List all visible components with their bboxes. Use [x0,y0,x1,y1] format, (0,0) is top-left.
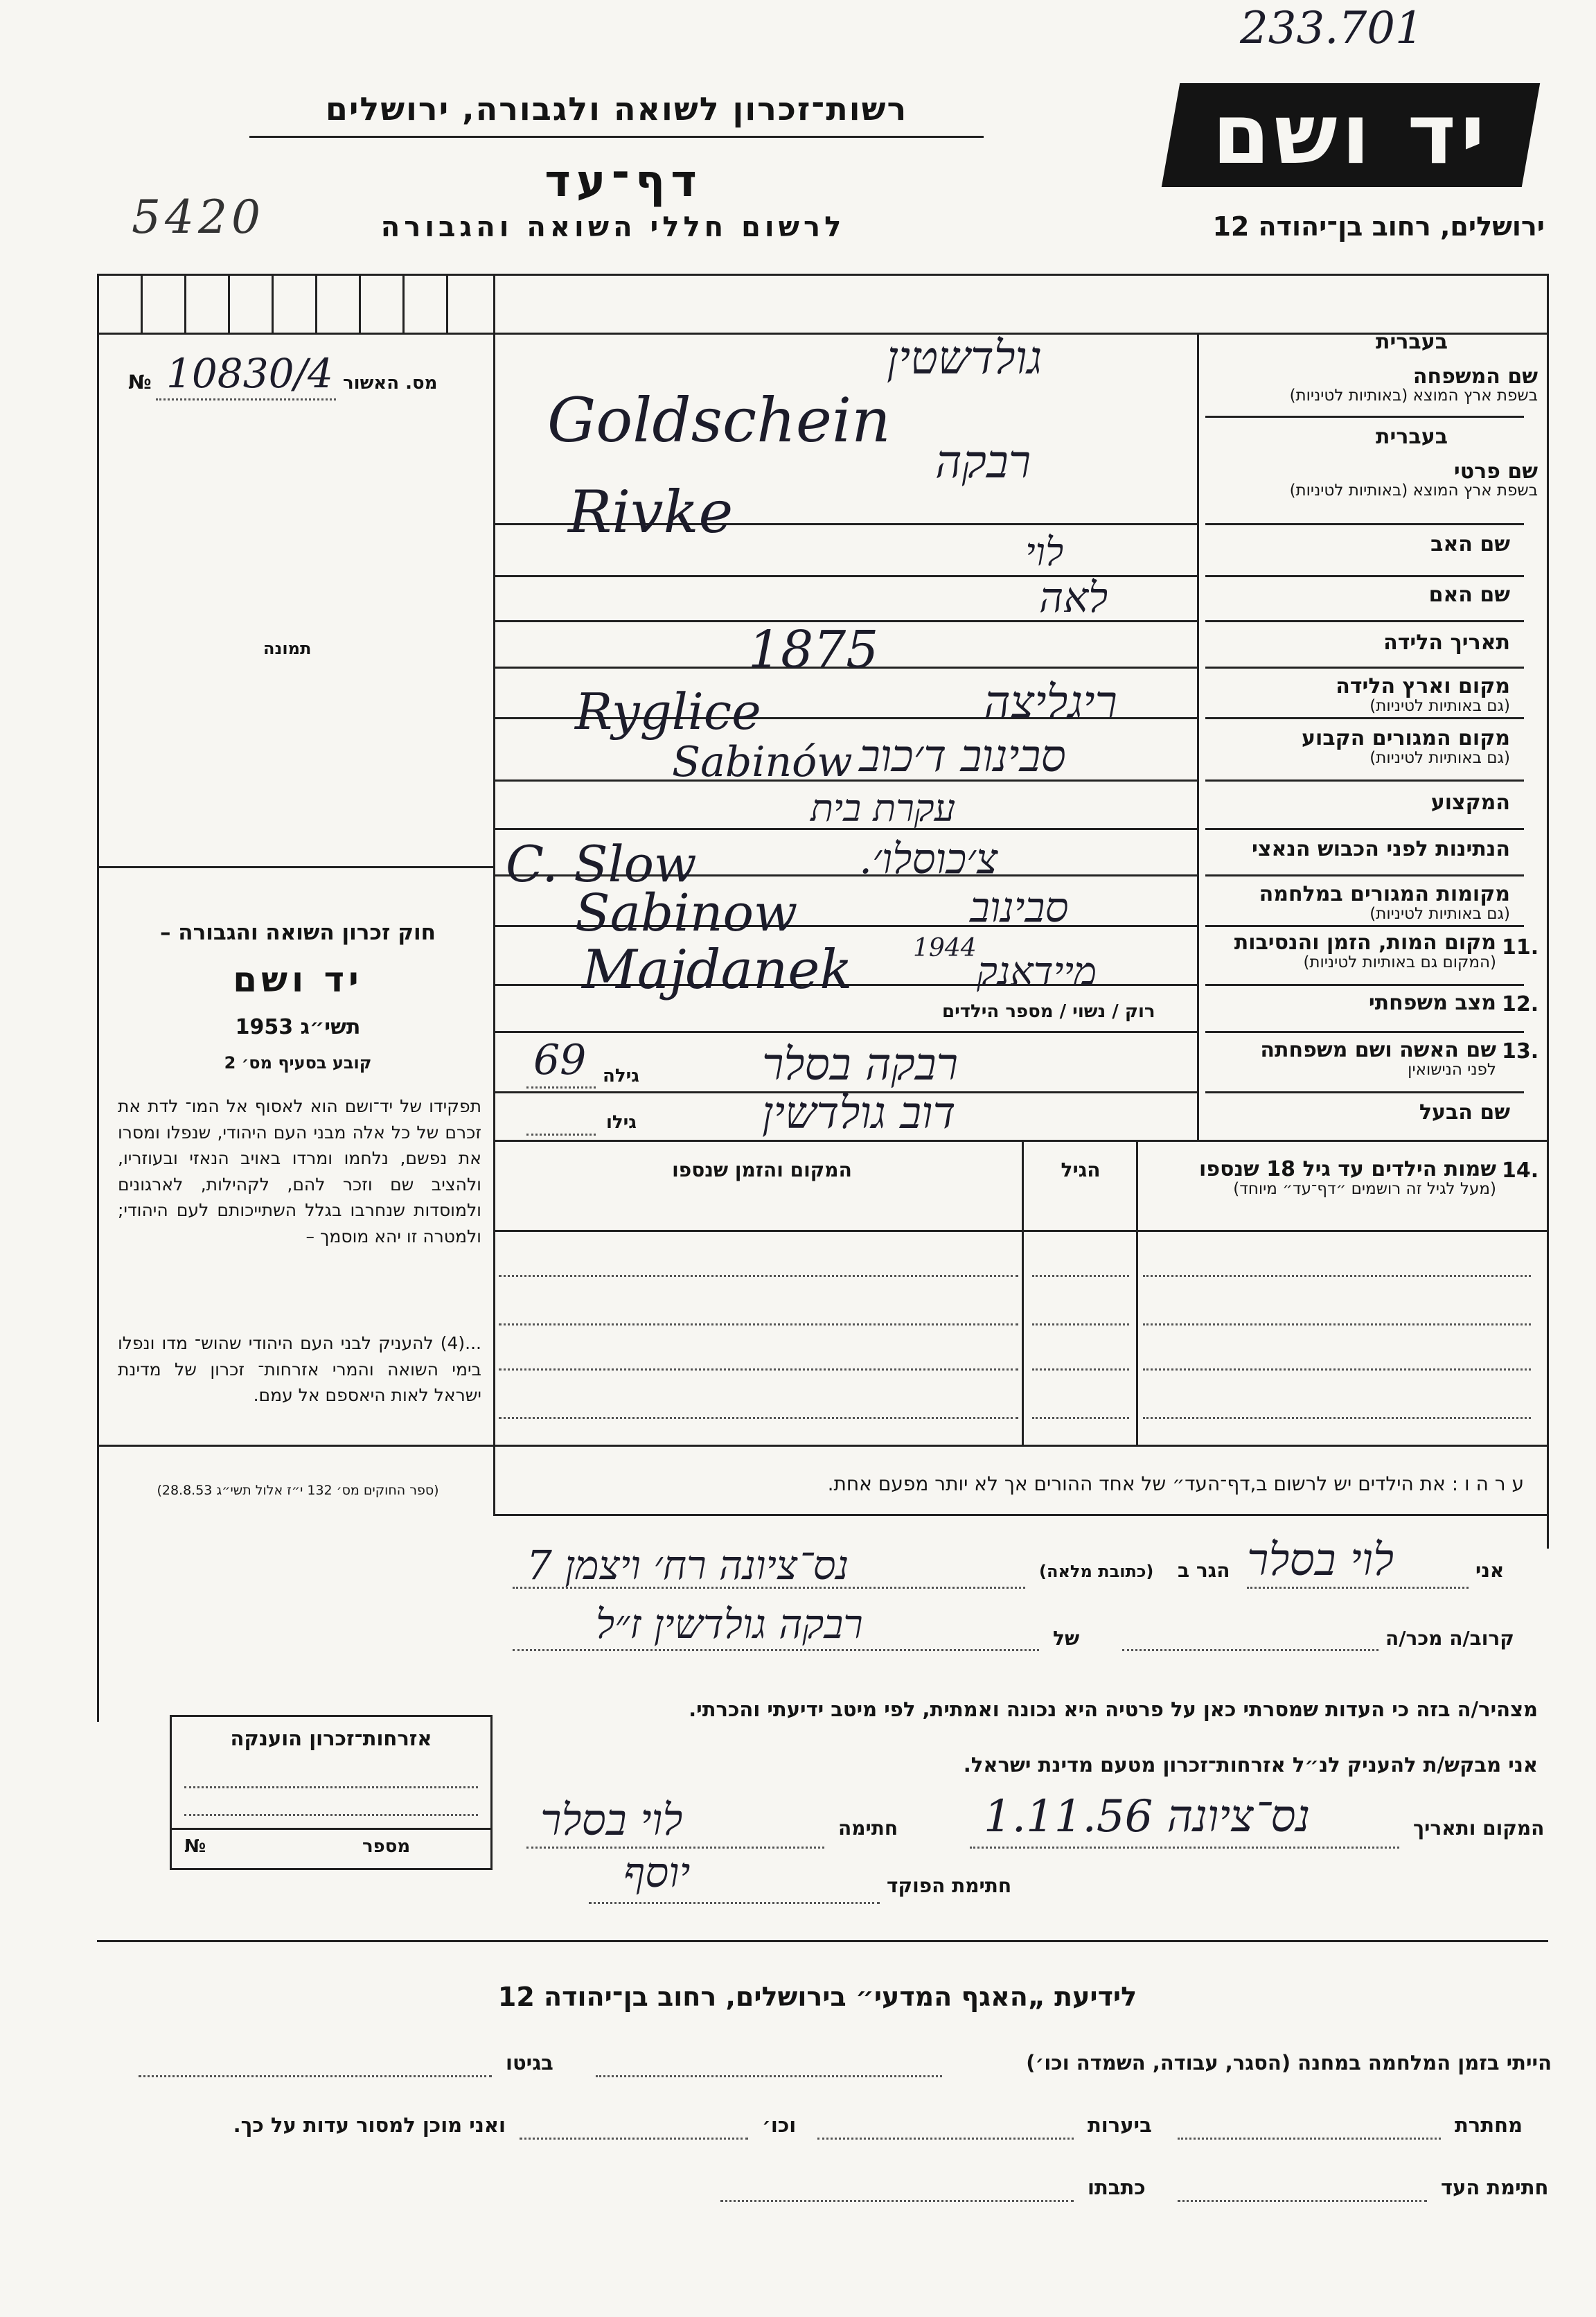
field-number-11: 11. [1502,935,1539,960]
death-label: מקום המות, הזמן והנסיבות [1234,931,1496,955]
label-divider [1197,333,1199,1140]
address-label: הגר ב [1178,1559,1230,1582]
officer-value: יוסף [623,1849,691,1897]
children-age-header: הגיל [1061,1158,1101,1181]
child-row [1032,1368,1129,1371]
column-divider [493,274,495,1514]
profession-value: עקרת בית [810,786,956,830]
child-row [1143,1323,1531,1325]
request-text: אני מבקש/ת להעניק לנ״ל אזרחות־זכרון מטעם מדינת ישראל. [963,1753,1538,1777]
law-clause: קובע בסעיף מס׳ 2 [224,1053,372,1073]
child-row [1032,1417,1129,1419]
citizenship-latin: C. Slow [506,835,697,893]
note-bottom [493,1514,1548,1516]
family-tag: בעברית [1376,330,1448,354]
husband-age-label: גילו [606,1112,637,1133]
footer-top [97,1940,1548,1942]
declaration-text: מצהיר/ה בזה כי העדות שמסרתי כאן על פרטיה היא נכונה ואמתית, לפי מיטב ידיעתי והכרתי. [689,1698,1538,1721]
row-sep [1205,620,1524,622]
relation-label: קרוב/ה מכר/ה [1385,1627,1514,1650]
citizenship-title: אזרחות־זכרון הוענקה [230,1727,432,1750]
photo-box-bottom [97,866,495,868]
footer-dotline [596,2075,942,2077]
first-sub: בשפת ארץ המוצא (באותיות לטיניות) [1289,482,1538,500]
row-sep [1205,779,1524,782]
no-mark: № [128,371,152,394]
family-name-latin: Goldschein [547,385,891,456]
footer-dotline [139,2075,492,2077]
father-label: שם האב [1430,532,1510,556]
footer-etc: וכו׳ [762,2113,797,2137]
strip-box [446,274,448,333]
children-header-bottom [493,1230,1548,1232]
residence-hebrew: סבינוב ד׳כוב [859,731,1066,782]
birth-place-label: מקום וארץ הלידה [1336,674,1510,698]
footer-ready: ואני מוכן למסור עדות על כך. [233,2113,506,2137]
wife-name: רבקה בסלר [762,1039,958,1091]
row-sep [1205,828,1524,830]
death-latin: Majdanek [582,939,853,1001]
birth-date-value: 1875 [748,620,879,680]
wife-sub: לפני הנישואין [1408,1060,1496,1079]
child-row [499,1417,1018,1419]
father-name: לוי [1025,530,1064,575]
photo-label: תמונה [263,639,312,658]
entry-sep [493,1140,1548,1142]
footer-dotline [520,2138,748,2140]
law-text-1: תפקידו של יד־ושם הוא לאסוף אל המו־ לדת את זכרם של כל אלה מבני העם היהודי, שנפלו ומסרו את נפשם, נלחמו ומרדו באויב הנאזי ובעוזריו, ולהציב שם וזכר להם, לקהילות, לארגונים ולמוסדות שנחרבו בגלל השתייכותם לעם היהודי; ולמטרה זו יהא מוסמך – [118,1096,481,1246]
wartime-label: מקומות המגורים במלחמה [1259,882,1510,906]
birth-place-sub: (גם באותיות לטיניות) [1369,696,1510,715]
children-col-divider [1022,1140,1024,1445]
place-date-value: נס־ציונה 1.11.56 [984,1791,1311,1842]
child-row [499,1275,1018,1277]
children-title-text: שמות הילדים עד גיל 18 שנספו [1199,1157,1496,1181]
citizenship-dotline [184,1814,478,1816]
wife-age: 69 [533,1036,587,1084]
wartime-sub: (גם באותיות לטיניות) [1369,904,1510,923]
death-hebrew: מיידאנק [977,949,1097,994]
field-birth-place [1205,676,1510,714]
children-number: 14. [1502,1158,1539,1183]
residence-sub: (גם באותיות לטיניות) [1369,748,1510,767]
first-tag: בעברית [1376,425,1448,449]
officer-dotline [589,1902,880,1904]
children-col-divider [1136,1140,1138,1445]
footer-title: לידיעת „האגף המדעי״ בירושלים, רחוב בן־יהודה 12 [497,1982,1137,2012]
citizenship-number-label: מספר [362,1836,411,1857]
husband-label: שם הבעל [1419,1100,1510,1125]
footer-dotline [1178,2200,1427,2202]
field-first-name [1205,426,1538,499]
row-sep [1205,874,1524,876]
wife-label: שם האשה ושם משפחתה [1260,1038,1496,1062]
place-date-dotline [970,1847,1399,1849]
first-name-latin: Rivke [568,478,734,546]
footer-underground: מחתרת [1455,2113,1523,2137]
mother-name: לאה [1039,574,1108,622]
family-name-hebrew: גולדשטין [887,331,1043,385]
citizenship-divider [172,1828,490,1830]
birth-date-label: תאריך הלידה [1383,631,1510,655]
field-wife [1205,1039,1496,1078]
footer-address: כתבתו [1088,2176,1146,2199]
officer-label: חתימת הפוקד [887,1874,1012,1897]
handwritten-number: 5420 [132,191,265,244]
citizenship-box [170,1715,493,1870]
footer-dotline [817,2138,1074,2140]
husband-age-dotline [526,1134,596,1136]
child-row [499,1323,1018,1325]
address-value: נס־ציונה רח׳ ויצמן 7 [526,1542,849,1589]
logo-text: יד ושם [1212,87,1489,183]
authority-name: רשות־זכרון לשואה ולגבורה, ירושלים [325,90,908,127]
form-title: דף־עד [544,156,702,207]
footer-witness-sig: חתימת העד [1441,2176,1549,2199]
residence-latin: Sabinów [672,738,853,786]
relation-value-dotline [513,1649,1039,1651]
wartime-latin: Sabinow [575,883,798,943]
approval-dotline [156,398,336,400]
child-row [1143,1368,1531,1371]
citizenship-no: № [184,1836,206,1857]
row-sep [1205,984,1524,986]
name-dotline [1247,1587,1469,1589]
approval-value: 10830/4 [166,350,333,397]
signature-label: חתימה [838,1817,898,1840]
death-year: 1944 [913,934,977,962]
footer-line1: הייתי בזמן המלחמה במחנה (הסגר, עבודה, השמדה וכו׳) [1026,2051,1552,2074]
field-death [1205,932,1496,971]
death-sub: (המקום גם באותיות לטיניות) [1303,953,1496,971]
children-place-header: המקום והזמן שנספו [672,1158,852,1181]
frame-right [1547,274,1549,1549]
place-date-label: המקום ותאריך [1413,1817,1545,1840]
child-row [1032,1275,1129,1277]
row-sep [1205,523,1524,525]
child-row [1143,1275,1531,1277]
field-number-12: 12. [1502,992,1539,1016]
first-label: שם פרטי [1453,459,1538,484]
field-family-name [1205,331,1538,404]
child-row [499,1368,1018,1371]
residence-label: מקום המגורים הקבוע [1302,726,1510,750]
signature-value: לוי בסלר [540,1795,683,1845]
law-name: יד ושם [233,960,363,1000]
footer-dotline [1178,2138,1441,2140]
strip-box [359,274,361,333]
wife-age-dotline [526,1086,596,1089]
declarant-name: לוי בסלר [1247,1535,1394,1586]
citizenship-dotline [184,1786,478,1788]
relation-value: רבקה גולדשין ז״ל [596,1601,863,1648]
strip-box [184,274,186,333]
address: ירושלים, רחוב בן־יהודה 12 [1212,211,1545,242]
law-year: תשי״ג 1953 [235,1015,361,1039]
footer-dotline [720,2200,1074,2202]
field-number-13: 13. [1502,1039,1539,1064]
row-sep [1205,575,1524,577]
family-sub: בשפת ארץ המוצא (באותיות לטיניות) [1289,387,1538,405]
field-wartime [1205,883,1510,922]
profession-label: המקצוע [1430,791,1510,815]
citizenship-hebrew: צ׳כוסלו׳. [859,835,998,883]
archive-number: 233.701 [1240,3,1424,54]
form-subtitle: לרשום חללי השואה והגבורה [380,211,846,243]
authority-underline [249,136,984,138]
strip-box [141,274,143,333]
strip-box [228,274,230,333]
relation-dotline [1122,1649,1378,1651]
law-text-2: ...(4) להעניק לבני העם היהודי שהוש־ מדו ונפלו בימי השואה והמרי אזרחות־ זכרון של מדינת ישראל לאות היאספם אל עמם. [118,1333,481,1405]
husband-name: דוב גולדשין [762,1088,956,1139]
yad-vashem-logo [1162,83,1540,187]
birth-place-hebrew: ריגליצה [984,676,1117,729]
children-bottom [97,1445,1548,1447]
children-title [1150,1158,1496,1197]
address-dotline [513,1587,1025,1589]
approval-label: מס. האשור [343,373,438,394]
field-residence [1205,728,1510,766]
children-sub: (מעל לגיל זה רושמים ״דף־עד״ מיוחד) [1233,1179,1496,1198]
entry-sep [493,1031,1198,1033]
row-sep [1205,1091,1524,1093]
strip-box [402,274,405,333]
birth-place-latin: Ryglice [575,682,761,741]
marital-label: מצב משפחתי [1368,991,1496,1015]
law-citation: (ספר החוקים מס׳ 132 י״ז אלול תשי״ג 28.8.53) [157,1483,439,1498]
child-row [1143,1417,1531,1419]
law-title: חוק זכרון השואה והגבורה – [160,920,436,945]
strip-box [315,274,317,333]
row-sep [1205,717,1524,719]
child-row [1032,1323,1129,1325]
frame-left [97,274,99,1722]
mother-label: שם האם [1428,583,1510,607]
row-sep [1205,667,1524,669]
name-prefix: אני [1475,1559,1505,1582]
wartime-hebrew: סבינוב [970,883,1069,932]
citizenship-label: הנתינות לפני הכבוש הנאצי [1252,837,1510,861]
row-sep [1205,1031,1524,1033]
address-sub: (כתובת מלאה) [1039,1562,1154,1581]
first-name-hebrew: רבקה [935,435,1031,488]
row-sep [1205,416,1524,418]
family-label: שם המשפחה [1412,364,1538,389]
row-sep [1205,925,1524,927]
wife-age-label: גילה [603,1066,639,1086]
footer-forests: ביערות [1088,2113,1152,2137]
relation-of: של [1053,1627,1080,1650]
strip-box [272,274,274,333]
footer-line1-end: בגיטו [506,2051,553,2074]
children-note: ע ר ה ו : את הילדים יש לרשום ב,דף־העד״ של אחד ההורים אך לא יותר מפעם אחת. [827,1472,1524,1495]
marital-options: רוק / נשוי / מספר הילדים [942,1001,1155,1022]
